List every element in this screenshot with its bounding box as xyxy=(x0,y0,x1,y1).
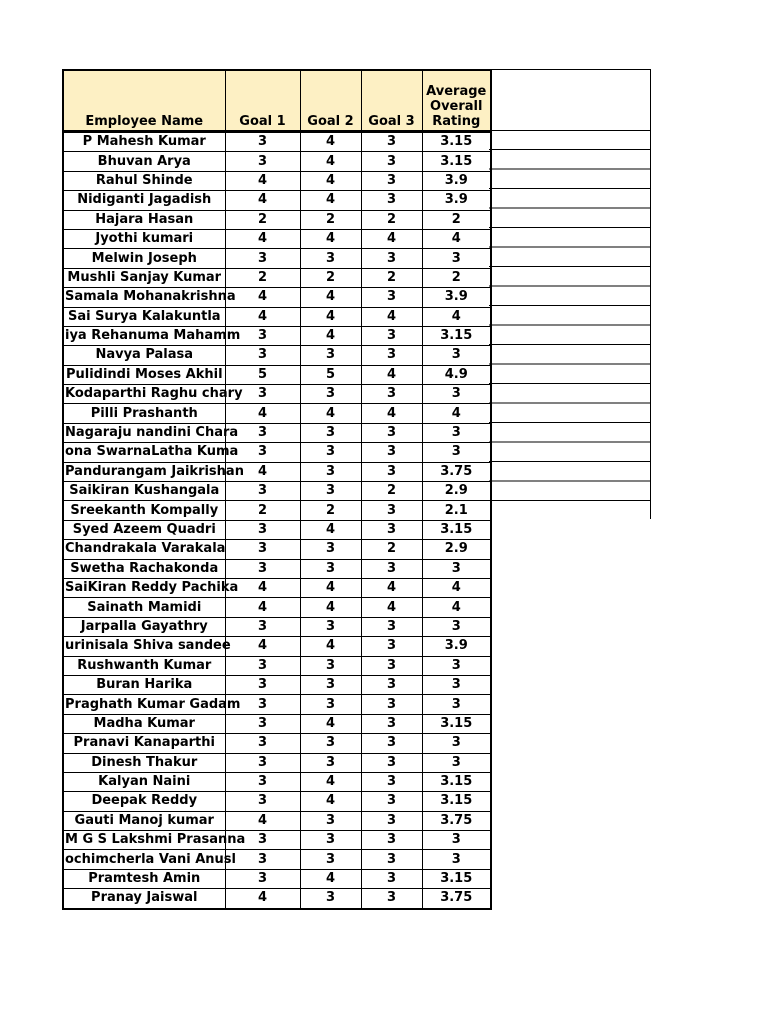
employee-name-text: Pranay Jaiswal xyxy=(91,890,198,906)
table-row xyxy=(63,675,491,694)
goal-2-cell[interactable]: 3 xyxy=(300,675,361,694)
average-rating-cell[interactable]: 3.9 xyxy=(422,637,491,656)
table-row xyxy=(63,191,491,210)
table-row xyxy=(63,520,491,539)
table-row xyxy=(63,210,491,229)
average-rating-cell[interactable]: 3 xyxy=(422,423,491,442)
goal-2-cell[interactable]: 3 xyxy=(300,443,361,462)
employee-name-text: Hajara Hasan xyxy=(95,211,194,227)
table-row xyxy=(63,249,491,268)
employee-name-cell[interactable] xyxy=(63,288,236,307)
table-row xyxy=(63,404,491,423)
average-rating-cell[interactable]: 3.9 xyxy=(422,191,491,210)
table-row xyxy=(63,598,491,617)
table-row xyxy=(63,656,491,675)
average-rating-cell[interactable]: 3 xyxy=(422,559,491,578)
goal-1-cell[interactable]: 3 xyxy=(225,326,300,345)
employee-name-text: ochimcherla Vani Anusl xyxy=(65,851,236,867)
goal-3-cell[interactable]: 3 xyxy=(361,656,422,675)
header-average-overall-rating[interactable]: Average Overall Rating xyxy=(422,70,491,132)
average-rating-cell[interactable]: 3 xyxy=(422,675,491,694)
employee-name-text: Deepak Reddy xyxy=(91,793,198,809)
employee-name-cell[interactable] xyxy=(63,811,225,830)
employee-name-text: Jyothi kumari xyxy=(95,231,194,247)
employee-name-cell[interactable] xyxy=(63,850,236,869)
average-rating-cell[interactable]: 3 xyxy=(422,617,491,636)
table-row xyxy=(63,171,491,190)
employee-name-text: Navya Palasa xyxy=(95,347,194,363)
employee-name-text: Rushwanth Kumar xyxy=(77,657,212,673)
employee-name-text: Bhuvan Arya xyxy=(97,153,191,169)
table-header xyxy=(63,70,491,132)
employee-name-cell[interactable] xyxy=(63,520,225,539)
table-row xyxy=(63,831,491,850)
employee-name-cell[interactable] xyxy=(63,734,225,753)
employee-name-cell[interactable] xyxy=(63,540,225,559)
employee-name-text: Pulidindi Moses Akhil xyxy=(65,366,223,382)
goal-3-cell[interactable]: 3 xyxy=(361,889,422,909)
goal-1-cell[interactable]: 3 xyxy=(225,540,300,559)
goal-1-cell[interactable]: 3 xyxy=(225,753,300,772)
employee-name-cell[interactable] xyxy=(63,191,225,210)
table-row xyxy=(63,326,491,345)
goal-3-cell[interactable]: 2 xyxy=(361,268,422,287)
goal-2-cell[interactable]: 4 xyxy=(300,307,361,326)
employee-name-text: Jarpalla Gayathry xyxy=(80,618,208,634)
employee-name-cell[interactable] xyxy=(63,132,225,152)
average-rating-cell[interactable]: 3.75 xyxy=(422,462,491,481)
header-employee-name[interactable]: Employee Name xyxy=(63,70,225,132)
goal-1-cell[interactable]: 4 xyxy=(225,191,300,210)
table-row xyxy=(63,423,491,442)
employee-name-text: Praghath Kumar Gadam xyxy=(65,696,241,712)
table-row xyxy=(63,869,491,888)
table-row xyxy=(63,578,491,597)
table-row xyxy=(63,501,491,520)
goal-1-cell[interactable]: 4 xyxy=(225,578,300,597)
goal-2-cell[interactable]: 3 xyxy=(300,385,361,404)
table-row xyxy=(63,288,491,307)
goal-1-cell[interactable]: 4 xyxy=(225,307,300,326)
employee-name-cell[interactable] xyxy=(63,714,225,733)
average-rating-cell[interactable]: 3.15 xyxy=(422,869,491,888)
table-row xyxy=(63,540,491,559)
goal-3-cell[interactable]: 3 xyxy=(361,792,422,811)
employee-name-text: Pandurangam Jaikrishan xyxy=(65,463,244,479)
goal-2-cell[interactable]: 4 xyxy=(300,152,361,171)
goal-3-cell[interactable]: 3 xyxy=(361,191,422,210)
employee-name-cell[interactable] xyxy=(63,656,225,675)
employee-name-text: urinisala Shiva sandee xyxy=(65,638,231,654)
average-rating-cell[interactable]: 2.9 xyxy=(422,482,491,501)
average-rating-cell[interactable]: 2 xyxy=(422,210,491,229)
goal-3-cell[interactable]: 4 xyxy=(361,598,422,617)
goal-3-cell[interactable]: 3 xyxy=(361,734,422,753)
goal-2-cell[interactable]: 3 xyxy=(300,482,361,501)
average-rating-cell[interactable]: 4 xyxy=(422,598,491,617)
goal-3-cell[interactable]: 3 xyxy=(361,385,422,404)
goal-2-cell[interactable]: 3 xyxy=(300,753,361,772)
goal-1-cell[interactable]: 3 xyxy=(225,132,300,152)
goal-3-cell[interactable]: 3 xyxy=(361,249,422,268)
goal-3-cell[interactable]: 4 xyxy=(361,229,422,248)
goal-1-cell[interactable]: 3 xyxy=(225,772,300,791)
goal-1-cell[interactable]: 2 xyxy=(225,268,300,287)
goal-1-cell[interactable]: 4 xyxy=(225,171,300,190)
goal-1-cell[interactable]: 2 xyxy=(225,210,300,229)
average-rating-cell[interactable]: 3 xyxy=(422,249,491,268)
employee-name-cell[interactable] xyxy=(63,404,225,423)
goal-3-cell[interactable]: 3 xyxy=(361,850,422,869)
employee-name-text: Kodaparthi Raghu chary xyxy=(65,386,243,402)
average-rating-cell[interactable]: 3.15 xyxy=(422,792,491,811)
goal-2-cell[interactable]: 3 xyxy=(300,889,361,909)
goal-3-cell[interactable]: 3 xyxy=(361,559,422,578)
goal-1-cell[interactable]: 4 xyxy=(225,598,300,617)
employee-name-text: Samala Mohanakrishna xyxy=(65,289,236,305)
average-rating-cell[interactable]: 3.15 xyxy=(422,520,491,539)
goal-2-cell[interactable]: 3 xyxy=(300,831,361,850)
goal-1-cell[interactable]: 3 xyxy=(225,734,300,753)
employee-name-text: Melwin Joseph xyxy=(91,250,197,266)
goal-3-cell[interactable]: 3 xyxy=(361,772,422,791)
employee-name-cell[interactable] xyxy=(63,152,225,171)
employee-name-text: iya Rehanuma Mahamm xyxy=(65,328,241,344)
goal-3-cell[interactable]: 3 xyxy=(361,501,422,520)
employee-name-cell[interactable] xyxy=(63,598,225,617)
employee-name-cell[interactable] xyxy=(63,171,225,190)
goal-2-cell[interactable]: 4 xyxy=(300,792,361,811)
goal-2-cell[interactable]: 4 xyxy=(300,191,361,210)
goal-1-cell[interactable]: 3 xyxy=(225,850,300,869)
goal-3-cell[interactable]: 3 xyxy=(361,443,422,462)
employee-name-cell[interactable] xyxy=(63,831,246,850)
table-row xyxy=(63,714,491,733)
goal-1-cell[interactable]: 4 xyxy=(225,811,300,830)
employee-name-text: M G S Lakshmi Prasanna xyxy=(65,832,246,848)
employee-name-text: Saikiran Kushangala xyxy=(69,483,220,499)
average-rating-cell[interactable]: 3.75 xyxy=(422,811,491,830)
average-rating-cell[interactable]: 2.1 xyxy=(422,501,491,520)
goal-2-cell[interactable]: 4 xyxy=(300,869,361,888)
goal-1-cell[interactable]: 4 xyxy=(225,462,300,481)
goal-2-cell[interactable]: 3 xyxy=(300,462,361,481)
average-rating-cell[interactable]: 3 xyxy=(422,850,491,869)
average-rating-cell[interactable]: 3.75 xyxy=(422,889,491,909)
goal-3-cell[interactable]: 3 xyxy=(361,520,422,539)
average-rating-cell[interactable]: 3.9 xyxy=(422,171,491,190)
employee-name-text: Swetha Rachakonda xyxy=(70,560,219,576)
goal-2-cell[interactable]: 4 xyxy=(300,404,361,423)
employee-name-text: Chandrakala Varakala xyxy=(65,541,226,557)
goal-2-cell[interactable]: 4 xyxy=(300,578,361,597)
goal-3-cell[interactable]: 3 xyxy=(361,462,422,481)
average-rating-cell[interactable]: 3.15 xyxy=(422,326,491,345)
goal-3-cell[interactable]: 3 xyxy=(361,326,422,345)
average-rating-cell[interactable]: 3.15 xyxy=(422,772,491,791)
goal-3-cell[interactable]: 2 xyxy=(361,482,422,501)
goal-3-cell[interactable]: 3 xyxy=(361,811,422,830)
employee-name-cell[interactable] xyxy=(63,307,225,326)
goal-2-cell[interactable]: 3 xyxy=(300,559,361,578)
table-row xyxy=(63,695,491,714)
average-rating-cell[interactable]: 4 xyxy=(422,307,491,326)
goal-3-cell[interactable]: 3 xyxy=(361,869,422,888)
goal-1-cell[interactable]: 5 xyxy=(225,365,300,384)
goal-1-cell[interactable]: 4 xyxy=(225,637,300,656)
average-rating-cell[interactable]: 3 xyxy=(422,385,491,404)
employee-name-cell[interactable] xyxy=(63,423,239,442)
average-rating-cell[interactable]: 2.9 xyxy=(422,540,491,559)
goal-1-cell[interactable]: 3 xyxy=(225,695,300,714)
table-row xyxy=(63,365,491,384)
goal-3-cell[interactable]: 3 xyxy=(361,831,422,850)
employee-name-cell[interactable] xyxy=(63,462,244,481)
goal-1-cell[interactable]: 3 xyxy=(225,520,300,539)
employee-name-text: Madha Kumar xyxy=(93,715,195,731)
average-rating-cell[interactable]: 2 xyxy=(422,268,491,287)
table-row xyxy=(63,152,491,171)
goal-2-cell[interactable]: 4 xyxy=(300,772,361,791)
goal-1-cell[interactable]: 3 xyxy=(225,869,300,888)
goal-2-cell[interactable]: 3 xyxy=(300,811,361,830)
table-row xyxy=(63,132,491,152)
goal-3-cell[interactable]: 3 xyxy=(361,288,422,307)
goal-3-cell[interactable]: 3 xyxy=(361,171,422,190)
goal-2-cell[interactable]: 4 xyxy=(300,132,361,152)
goal-1-cell[interactable]: 3 xyxy=(225,656,300,675)
goal-1-cell[interactable]: 3 xyxy=(225,792,300,811)
average-rating-cell[interactable]: 3.15 xyxy=(422,132,491,152)
table-row xyxy=(63,559,491,578)
goal-3-cell[interactable]: 2 xyxy=(361,210,422,229)
average-rating-cell[interactable]: 3 xyxy=(422,656,491,675)
goal-1-cell[interactable]: 3 xyxy=(225,482,300,501)
average-rating-cell[interactable]: 3 xyxy=(422,734,491,753)
goal-3-cell[interactable]: 3 xyxy=(361,753,422,772)
employee-name-text: ona SwarnaLatha Kuma xyxy=(65,444,239,460)
table-row xyxy=(63,462,491,481)
employee-name-text: Gauti Manoj kumar xyxy=(74,812,214,828)
goal-3-cell[interactable]: 3 xyxy=(361,132,422,152)
average-rating-cell[interactable]: 3.15 xyxy=(422,152,491,171)
employee-name-cell[interactable] xyxy=(63,210,225,229)
goal-3-cell[interactable]: 4 xyxy=(361,578,422,597)
employee-name-cell[interactable] xyxy=(63,578,239,597)
table-row xyxy=(63,307,491,326)
goal-1-cell[interactable]: 4 xyxy=(225,889,300,909)
empty-header-cell xyxy=(489,70,650,130)
table-row xyxy=(63,637,491,656)
goal-1-cell[interactable]: 2 xyxy=(225,501,300,520)
employee-name-cell[interactable] xyxy=(63,482,225,501)
average-rating-cell[interactable]: 3.15 xyxy=(422,714,491,733)
table-row xyxy=(63,229,491,248)
header-goal-3[interactable]: Goal 3 xyxy=(361,70,422,132)
average-rating-cell[interactable]: 4 xyxy=(422,578,491,597)
goal-1-cell[interactable]: 3 xyxy=(225,443,300,462)
header-goal-2[interactable]: Goal 2 xyxy=(300,70,361,132)
goal-1-cell[interactable]: 3 xyxy=(225,675,300,694)
employee-name-cell[interactable] xyxy=(63,617,225,636)
table-row xyxy=(63,443,491,462)
employee-name-text: Kalyan Naini xyxy=(98,774,191,790)
table-row xyxy=(63,734,491,753)
average-rating-cell[interactable]: 3 xyxy=(422,831,491,850)
goal-3-cell[interactable]: 4 xyxy=(361,404,422,423)
goal-2-cell[interactable]: 2 xyxy=(300,501,361,520)
employee-name-cell[interactable] xyxy=(63,559,225,578)
employee-name-text: Pranavi Kanaparthi xyxy=(73,735,215,751)
goal-1-cell[interactable]: 3 xyxy=(225,559,300,578)
employee-name-cell[interactable] xyxy=(63,365,225,384)
goal-3-cell[interactable]: 3 xyxy=(361,637,422,656)
average-rating-cell[interactable]: 4.9 xyxy=(422,365,491,384)
goal-2-cell[interactable]: 3 xyxy=(300,850,361,869)
employee-name-text: Buran Harika xyxy=(96,677,193,693)
goal-3-cell[interactable]: 4 xyxy=(361,365,422,384)
goal-3-cell[interactable]: 2 xyxy=(361,540,422,559)
goal-2-cell[interactable]: 2 xyxy=(300,210,361,229)
goal-2-cell[interactable]: 3 xyxy=(300,423,361,442)
employee-name-text: P Mahesh Kumar xyxy=(82,134,206,150)
goal-2-cell[interactable]: 3 xyxy=(300,346,361,365)
header-row xyxy=(63,70,491,132)
goal-2-cell[interactable]: 4 xyxy=(300,288,361,307)
employee-ratings-table xyxy=(62,69,492,910)
employee-name-text: Pramtesh Amin xyxy=(88,871,201,887)
employee-name-cell[interactable] xyxy=(63,869,225,888)
employee-name-text: SaiKiran Reddy Pachika xyxy=(65,580,239,596)
average-rating-cell[interactable]: 3.9 xyxy=(422,288,491,307)
employee-name-text: Pilli Prashanth xyxy=(90,405,198,421)
employee-name-cell[interactable] xyxy=(63,443,239,462)
goal-3-cell[interactable]: 3 xyxy=(361,152,422,171)
average-rating-cell[interactable]: 3 xyxy=(422,753,491,772)
employee-name-cell[interactable] xyxy=(63,889,225,909)
employee-name-cell[interactable] xyxy=(63,772,225,791)
goal-1-cell[interactable]: 3 xyxy=(225,249,300,268)
employee-name-cell[interactable] xyxy=(63,268,225,287)
average-rating-cell[interactable]: 3 xyxy=(422,443,491,462)
average-rating-cell[interactable]: 4 xyxy=(422,229,491,248)
goal-2-cell[interactable]: 3 xyxy=(300,249,361,268)
goal-3-cell[interactable]: 3 xyxy=(361,675,422,694)
table-row xyxy=(63,792,491,811)
employee-name-cell[interactable] xyxy=(63,346,225,365)
goal-3-cell[interactable]: 3 xyxy=(361,714,422,733)
employee-name-cell[interactable] xyxy=(63,637,231,656)
goal-2-cell[interactable]: 4 xyxy=(300,171,361,190)
employee-name-cell[interactable] xyxy=(63,229,225,248)
header-goal-1[interactable]: Goal 1 xyxy=(225,70,300,132)
average-rating-cell[interactable]: 3 xyxy=(422,695,491,714)
employee-name-cell[interactable] xyxy=(63,695,241,714)
goal-1-cell[interactable]: 4 xyxy=(225,229,300,248)
employee-name-cell[interactable] xyxy=(63,326,241,345)
employee-name-cell[interactable] xyxy=(63,501,225,520)
goal-3-cell[interactable]: 3 xyxy=(361,617,422,636)
goal-2-cell[interactable]: 4 xyxy=(300,637,361,656)
goal-1-cell[interactable]: 3 xyxy=(225,714,300,733)
goal-1-cell[interactable]: 3 xyxy=(225,617,300,636)
goal-3-cell[interactable]: 4 xyxy=(361,307,422,326)
goal-2-cell[interactable]: 4 xyxy=(300,229,361,248)
goal-2-cell[interactable]: 3 xyxy=(300,540,361,559)
table-row xyxy=(63,889,491,909)
goal-1-cell[interactable]: 3 xyxy=(225,152,300,171)
goal-2-cell[interactable]: 3 xyxy=(300,695,361,714)
table-row xyxy=(63,617,491,636)
goal-3-cell[interactable]: 3 xyxy=(361,423,422,442)
table-row xyxy=(63,811,491,830)
goal-1-cell[interactable]: 3 xyxy=(225,423,300,442)
table-row xyxy=(63,482,491,501)
table-row xyxy=(63,385,491,404)
goal-2-cell[interactable]: 4 xyxy=(300,598,361,617)
goal-1-cell[interactable]: 4 xyxy=(225,288,300,307)
goal-2-cell[interactable]: 4 xyxy=(300,326,361,345)
employee-name-cell[interactable] xyxy=(63,385,243,404)
employee-name-text: Sainath Mamidi xyxy=(87,599,202,615)
goal-2-cell[interactable]: 4 xyxy=(300,520,361,539)
employee-name-text: Syed Azeem Quadri xyxy=(72,522,216,537)
table-row xyxy=(63,346,491,365)
employee-name-text: Nidiganti Jagadish xyxy=(77,192,212,208)
employee-name-text: Sreekanth Kompally xyxy=(70,502,219,518)
employee-name-text: Rahul Shinde xyxy=(95,172,193,188)
goal-3-cell[interactable]: 3 xyxy=(361,695,422,714)
employee-name-text: Sai Surya Kalakuntla xyxy=(67,308,221,324)
table-row xyxy=(63,753,491,772)
table-row xyxy=(63,850,491,869)
empty-adjacent-column xyxy=(489,69,651,519)
average-rating-cell[interactable]: 4 xyxy=(422,404,491,423)
table-row xyxy=(63,772,491,791)
goal-1-cell[interactable]: 3 xyxy=(225,385,300,404)
goal-2-cell[interactable]: 2 xyxy=(300,268,361,287)
goal-2-cell[interactable]: 3 xyxy=(300,617,361,636)
table-body xyxy=(63,132,491,909)
employee-name-text: Mushli Sanjay Kumar xyxy=(67,269,222,285)
employee-name-cell[interactable] xyxy=(63,792,225,811)
employee-name-cell[interactable] xyxy=(63,675,225,694)
employee-name-text: Nagaraju nandini Chara xyxy=(65,425,239,441)
goal-2-cell[interactable]: 3 xyxy=(300,734,361,753)
goal-2-cell[interactable]: 4 xyxy=(300,714,361,733)
goal-3-cell[interactable]: 3 xyxy=(361,346,422,365)
goal-2-cell[interactable]: 5 xyxy=(300,365,361,384)
goal-1-cell[interactable]: 4 xyxy=(225,404,300,423)
employee-name-text: Dinesh Thakur xyxy=(91,754,198,770)
goal-1-cell[interactable]: 3 xyxy=(225,831,300,850)
header-divider xyxy=(489,130,650,131)
goal-2-cell[interactable]: 3 xyxy=(300,656,361,675)
employee-name-cell[interactable] xyxy=(63,753,225,772)
goal-1-cell[interactable]: 3 xyxy=(225,346,300,365)
average-rating-cell[interactable]: 3 xyxy=(422,346,491,365)
table-row xyxy=(63,268,491,287)
employee-name-cell[interactable] xyxy=(63,249,225,268)
